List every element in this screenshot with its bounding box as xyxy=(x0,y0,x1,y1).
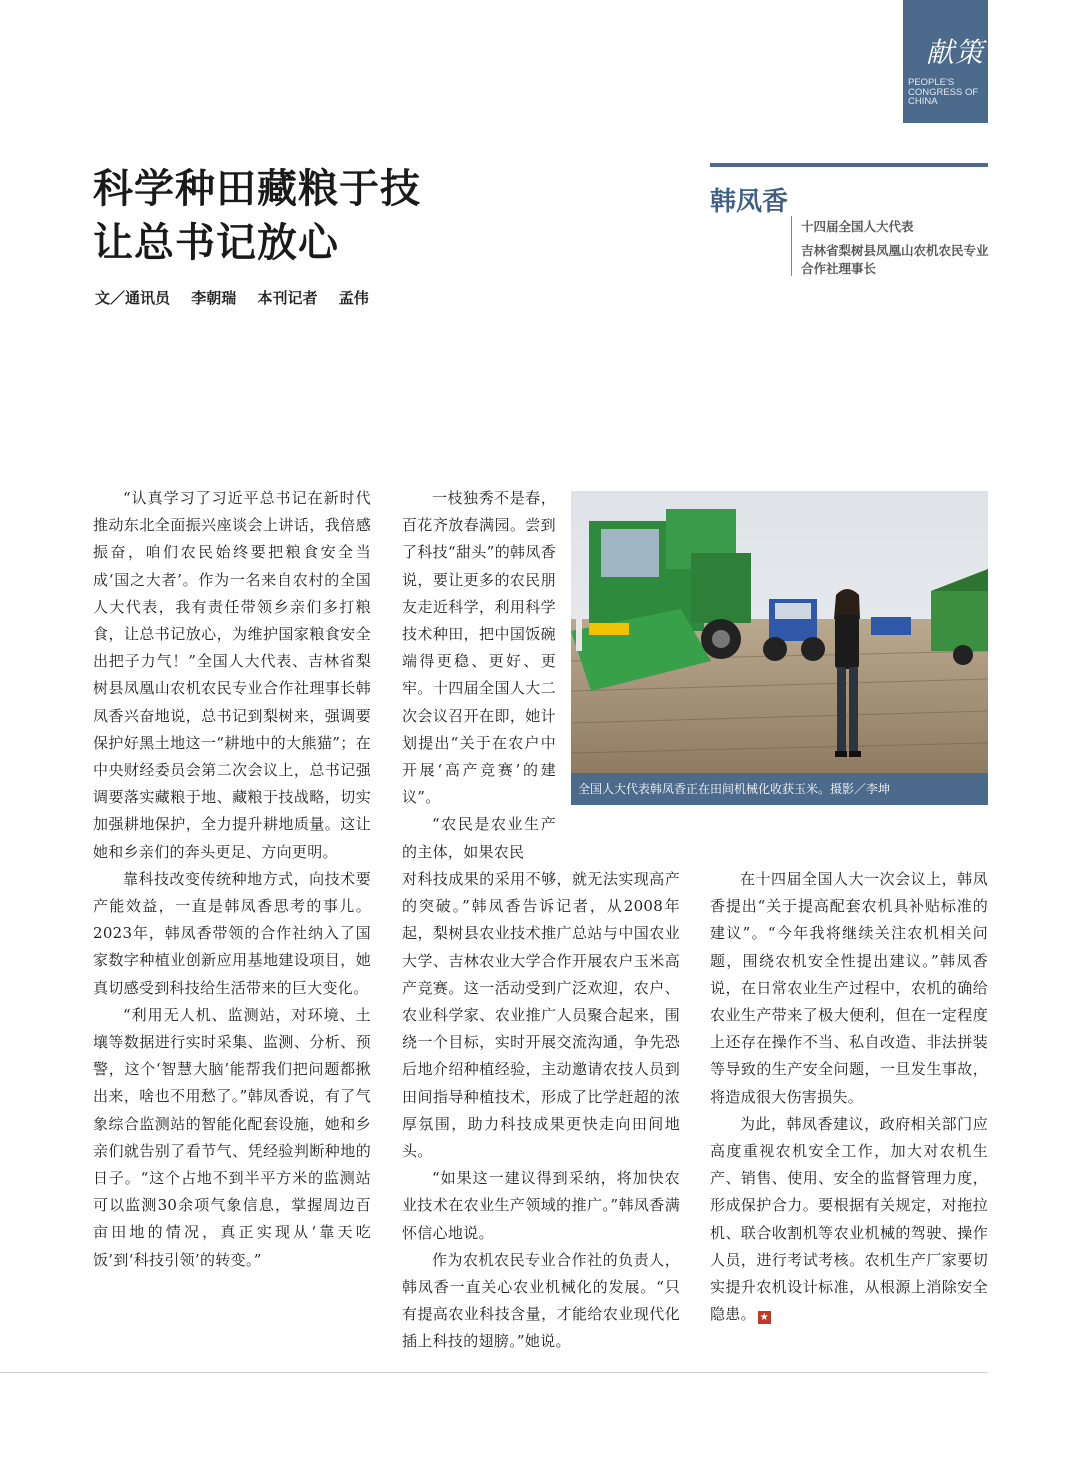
paragraph: “农民是农业生产的主体，如果农民 xyxy=(402,815,556,861)
paragraph: 作为农机农民专业合作社的负责人，韩凤香一直关心农业机械化的发展。“只有提高农业科技含量，才能给农业现代化插上科技的翅膀。”她说。 xyxy=(402,1250,680,1351)
paragraph xyxy=(710,1111,988,1329)
masthead-subtitle xyxy=(908,78,988,107)
masthead-subtitle-line: CHINA xyxy=(908,96,938,107)
article-column-1 xyxy=(93,485,371,1274)
harvest-photo-illustration xyxy=(571,491,988,773)
headline-line: 科学种田藏粮于技 xyxy=(93,166,421,212)
paragraph: 对科技成果的采用不够，就无法实现高产的突破。”韩凤香告诉记者，从2008年起，梨树县农业技术推广总站与中国农业大学、吉林农业大学合作开展农户玉米高产竞赛。这一活动受到广泛欢迎，农户、农业科学家、农业推广人员聚合起来，围绕一个目标，实时开展交流沟通，争先恐后地介绍种植经验，主动邀请农技人员到田间指导种植技术，形成了比学赶超的浓厚氛围，助力科技成果更快走向田间地头。 xyxy=(402,870,680,1161)
paragraph-text: 为此，韩凤香建议，政府相关部门应高度重视农机安全工作，加大对农机生产、销售、使用、安全的监督管理力度，形成保护合力。要根据有关规定，对拖拉机、联合收割机等农业机械的驾驶、操作人员，进行考试考核。农机生产厂家要切实提升农机设计标准，从根源上消除安全隐患。 xyxy=(710,1114,988,1324)
paragraph: 靠科技改变传统种地方式，向技术要产能效益，一直是韩凤香思考的事儿。2023年，韩凤香带领的合作社纳入了国家数字种植业创新应用基地建设项目，她真切感受到科技给生活带来的巨大变化。 xyxy=(93,869,371,997)
photo-caption: 全国人大代表韩凤香正在田间机械化收获玉米。摄影／李坤 xyxy=(571,773,988,805)
paragraph: “如果这一建议得到采纳，将加快农业技术在农业生产领域的推广。”韩凤香满怀信心地说。 xyxy=(402,1169,680,1242)
article-photo xyxy=(571,491,988,805)
paragraph: “认真学习了习近平总书记在新时代推动东北全面振兴座谈会上讲话，我倍感振奋，咱们农民始终要把粮食安全当成‘国之大者’。作为一名来自农村的全国人大代表，我有责任带领乡亲们多打粮食，让总书记放心，为维护国家粮食安全出把子力气！”全国人大代表、吉林省梨树县凤凰山农机农民专业合作社理事长韩凤香兴奋地说，总书记到梨树来，强调要保护好黑土地这一“耕地中的大熊猫”；在中央财经委员会第二次会议上，总书记强调要落实藏粮于地、藏粮于技战略，切实加强耕地保护，全力提升耕地质量。这让她和乡亲们的奔头更足、方向更明。 xyxy=(93,489,371,861)
paragraph: 在十四届全国人大一次会议上，韩凤香提出“关于提高配套农机具补贴标准的建议”。“今年我将继续关注农机相关问题，围绕农机安全性提出建议。”韩凤香说，在日常农业生产过程中，农机的确给农业生产带来了极大便利，但在一定程度上还存在操作不当、私自改造、非法拼装等导致的生产安全问题，一旦发生事故，将造成很大伤害损失。 xyxy=(710,870,988,1106)
profile-divider xyxy=(791,216,792,276)
article-column-3 xyxy=(710,866,988,1328)
article-column-2-lower xyxy=(402,866,680,1356)
paragraph: 一枝独秀不是春，百花齐放春满园。尝到了科技“甜头”的韩凤香说，要让更多的农民朋友走近科学，利用科学技术种田，把中国饭碗端得更稳、更好、更牢。十四届全国人大二次会议召开在即，她计划提出“关于在农户中开展‘高产竞赛’的建议”。 xyxy=(402,489,556,807)
byline-role: 本刊记者 xyxy=(257,289,318,307)
masthead-brand: 献策 xyxy=(926,36,985,69)
distant-tractor xyxy=(871,617,911,635)
profile-rule xyxy=(710,163,988,167)
masthead-subtitle-line: PEOPLE'S xyxy=(908,77,955,88)
end-mark-icon: ★ xyxy=(759,1312,770,1324)
article-headline xyxy=(93,162,573,270)
profile-name: 韩凤香 xyxy=(710,187,789,217)
byline-author: 李朝瑞 xyxy=(191,289,237,307)
paragraph: “利用无人机、监测站，对环境、土壤等数据进行实时采集、监测、分析、预警，这个‘智慧大脑’能帮我们把问题都揪出来，啥也不用愁了。”韩凤香说，有了气象综合监测站的智能化配套设施，她和乡亲们就告别了看节气、凭经验判断种地的日子。“这个占地不到半平方米的监测站可以监测30余项气象信息，掌握周边百亩田地的情况，真正实现从‘靠天吃饭’到‘科技引领’的转变。” xyxy=(93,1005,371,1269)
profile-title: 十四届全国人大代表 xyxy=(801,219,914,234)
byline-prefix: 文／通讯员 xyxy=(95,289,171,307)
masthead-subtitle-line: CONGRESS OF xyxy=(908,86,979,98)
headline-line: 让总书记放心 xyxy=(93,220,339,266)
footer-rule xyxy=(0,1372,988,1373)
masthead-tab xyxy=(903,0,988,123)
byline-author: 孟伟 xyxy=(338,289,369,307)
byline xyxy=(95,287,385,308)
article-column-2-upper xyxy=(402,485,556,866)
profile-title: 吉林省梨树县凤凰山农机农民专业合作社理事长 xyxy=(801,243,989,276)
